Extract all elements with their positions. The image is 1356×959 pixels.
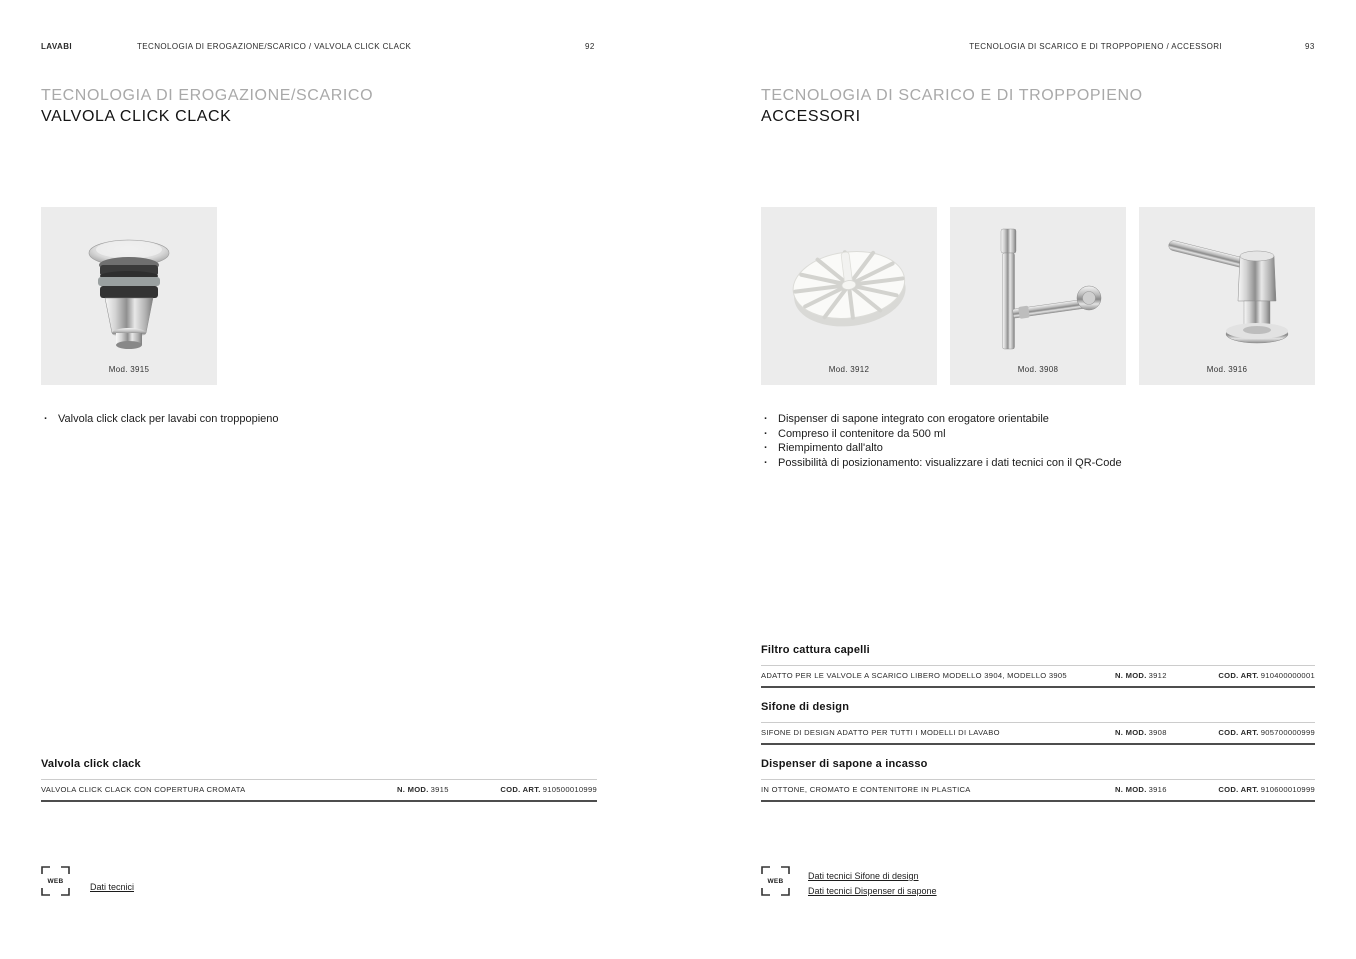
feature-item: · Riempimento dall'alto <box>764 441 1122 456</box>
product-model-label: Mod. 3908 <box>1017 365 1059 374</box>
feature-item: · Dispenser di sapone integrato con erogatore orientabile <box>764 412 1122 427</box>
spec-article-code: COD. ART. 910500010999 <box>500 785 597 794</box>
web-qr-icon <box>41 866 70 896</box>
product-image-click-clack-valve <box>41 207 217 385</box>
soap-dispenser-icon <box>1152 221 1302 361</box>
spec-row-filtro-cattura-capelli <box>761 644 1315 688</box>
spec-row-dispenser-di-sapone <box>761 758 1315 802</box>
footer-right <box>761 866 937 896</box>
click-clack-valve-icon <box>64 221 194 361</box>
running-header-left <box>0 42 678 54</box>
breadcrumb: TECNOLOGIA DI SCARICO E DI TROPPOPIENO / ACCESSORI <box>969 42 1222 51</box>
feature-item: · Compreso il contenitore da 500 ml <box>764 427 1122 442</box>
table-row <box>761 666 1315 688</box>
page-title: VALVOLA CLICK CLACK <box>41 108 232 125</box>
section-title-gray: TECNOLOGIA DI SCARICO E DI TROPPOPIENO <box>761 87 1143 104</box>
feature-list-left <box>44 412 279 427</box>
web-label: WEB <box>767 877 784 885</box>
table-row <box>41 780 597 802</box>
spec-description: VALVOLA CLICK CLACK CON COPERTURA CROMATA <box>41 785 246 794</box>
spec-title: Sifone di design <box>761 701 850 713</box>
feature-list-right <box>764 412 1122 470</box>
product-image-soap-dispenser <box>1139 207 1315 385</box>
spec-row-sifone-di-design <box>761 701 1315 745</box>
spec-description: ADATTO PER LE VALVOLE A SCARICO LIBERO MODELLO 3904, MODELLO 3905 <box>761 671 1067 680</box>
spec-description: SIFONE DI DESIGN ADATTO PER TUTTI I MODELLI DI LAVABO <box>761 728 1000 737</box>
product-image-hair-filter <box>761 207 937 385</box>
page-number: 93 <box>1305 42 1315 51</box>
breadcrumb: TECNOLOGIA DI EROGAZIONE/SCARICO / VALVOLA CLICK CLACK <box>137 42 412 51</box>
section-title-left <box>41 85 373 127</box>
product-model-label: Mod. 3912 <box>828 365 870 374</box>
page-number: 92 <box>585 42 595 51</box>
section-title-right <box>761 85 1143 127</box>
spec-model: N. MOD. 3916 <box>1115 785 1167 794</box>
section-title-gray: TECNOLOGIA DI EROGAZIONE/SCARICO <box>41 87 374 104</box>
spec-row-valvola-click-clack <box>41 758 597 802</box>
spec-model: N. MOD. 3915 <box>397 785 449 794</box>
link-dati-tecnici[interactable]: Dati tecnici <box>90 882 135 892</box>
spec-title: Filtro cattura capelli <box>761 644 870 656</box>
link-dati-tecnici-dispenser[interactable]: Dati tecnici Dispenser di sapone <box>808 886 937 896</box>
table-row <box>761 723 1315 745</box>
tech-links-right <box>808 869 937 899</box>
spec-title: Valvola click clack <box>41 758 141 770</box>
spec-description: IN OTTONE, CROMATO E CONTENITORE IN PLASTICA <box>761 785 971 794</box>
spec-article-code: COD. ART. 905700000999 <box>1218 728 1315 737</box>
page-title: ACCESSORI <box>761 108 861 125</box>
product-model-label: Mod. 3916 <box>1206 365 1248 374</box>
spec-article-code: COD. ART. 910600010999 <box>1218 785 1315 794</box>
tech-links-left <box>90 880 134 895</box>
category-label: LAVABI <box>41 42 72 51</box>
feature-item: · Valvola click clack per lavabi con troppopieno <box>44 412 279 427</box>
spec-model: N. MOD. 3908 <box>1115 728 1167 737</box>
link-dati-tecnici-sifone[interactable]: Dati tecnici Sifone di design <box>808 871 919 881</box>
spec-title: Dispenser di sapone a incasso <box>761 758 928 770</box>
web-qr-icon <box>761 866 790 896</box>
spec-article-code: COD. ART. 910400000001 <box>1218 671 1315 680</box>
feature-item: · Possibilità di posizionamento: visualizzare i dati tecnici con il QR-Code <box>764 456 1122 471</box>
page-right <box>678 0 1356 959</box>
running-header-right <box>678 42 1356 54</box>
spec-model: N. MOD. 3912 <box>1115 671 1167 680</box>
product-image-design-siphon <box>950 207 1126 385</box>
design-siphon-icon <box>963 221 1113 361</box>
product-model-label: Mod. 3915 <box>108 365 150 374</box>
web-label: WEB <box>47 877 64 885</box>
footer-left <box>41 866 134 896</box>
table-row <box>761 780 1315 802</box>
hair-filter-icon <box>774 221 924 361</box>
